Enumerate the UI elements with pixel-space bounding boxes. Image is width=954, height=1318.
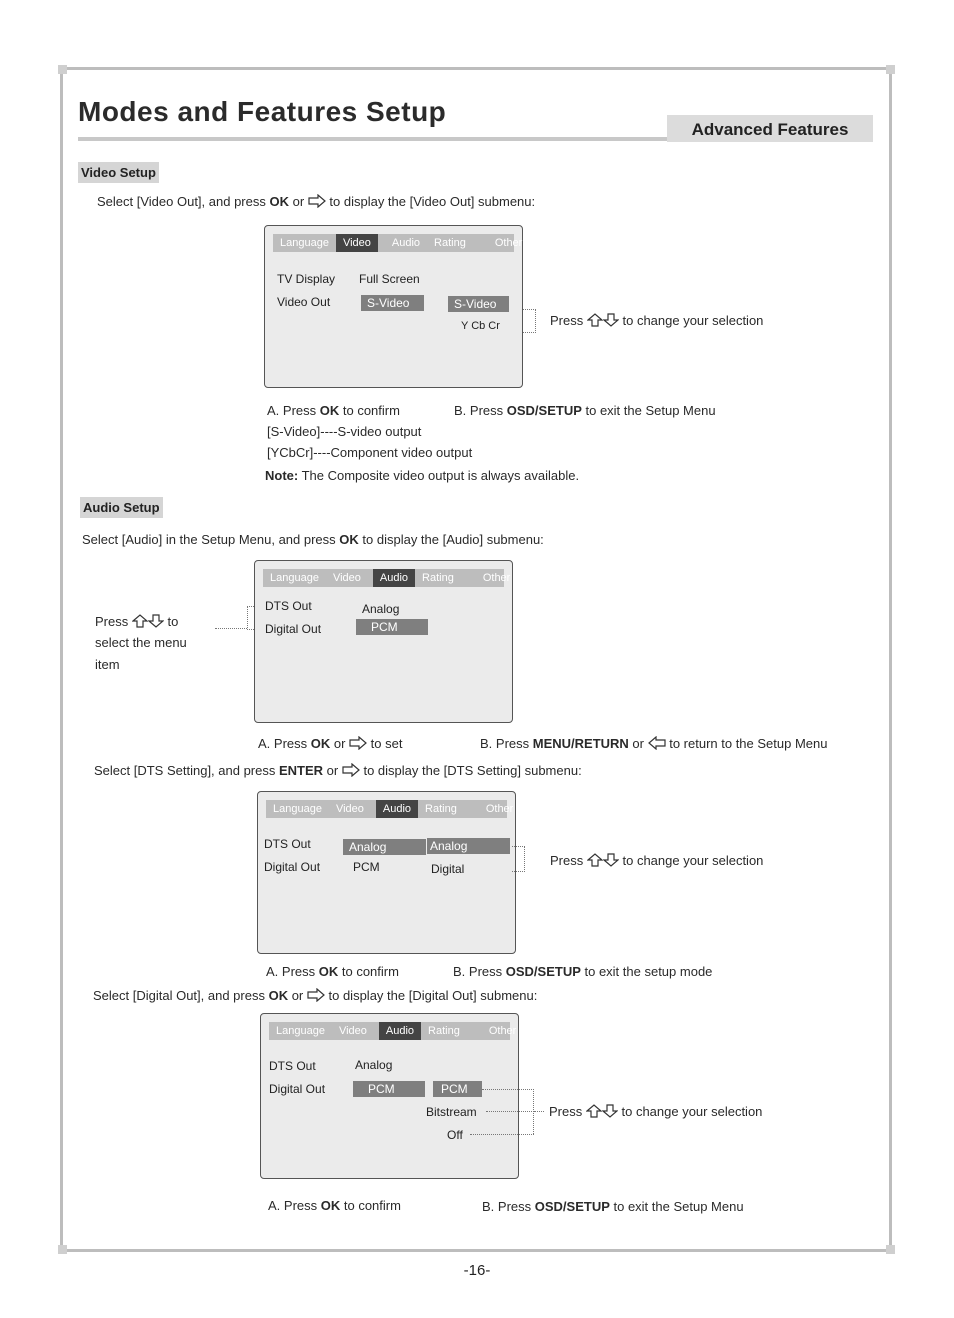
video-intro: Select [Video Out], and press OK or to display the [Video Out] submenu: xyxy=(97,194,536,209)
menu-value-digital-out: PCM xyxy=(356,619,428,635)
svideo-description: [S-Video]----S-video output xyxy=(267,424,422,439)
digital-out-menu xyxy=(260,1013,519,1179)
tab-audio[interactable]: Audio xyxy=(379,1022,421,1040)
frame-corner-bl xyxy=(58,1245,67,1254)
menu-item-digital-out[interactable]: Digital Out xyxy=(264,860,321,874)
dts-step-b: B. Press OSD/SETUP to exit the setup mode xyxy=(453,964,713,979)
digital-out-change-hint: Press to change your selection xyxy=(549,1104,763,1119)
pointer-line xyxy=(215,628,247,629)
digital-out-step-a: A. Press OK to confirm xyxy=(268,1198,401,1213)
pointer-line xyxy=(482,1089,534,1090)
menu-tab-bar xyxy=(273,234,523,252)
dts-change-hint: Press to change your selection xyxy=(550,853,764,868)
video-setup-heading: Video Setup xyxy=(78,162,159,183)
submenu-option-ycbcr[interactable]: Y Cb Cr xyxy=(461,320,500,332)
selection-bracket xyxy=(523,309,536,333)
up-arrow-icon xyxy=(586,1104,602,1118)
page-title: Modes and Features Setup xyxy=(78,96,447,127)
tab-audio[interactable]: Audio xyxy=(376,800,418,818)
tab-video[interactable]: Video xyxy=(332,572,361,584)
right-arrow-icon xyxy=(308,194,326,208)
tab-language[interactable]: Language xyxy=(276,1025,325,1037)
tab-rating[interactable]: Rating xyxy=(422,572,454,584)
tab-other[interactable]: Other xyxy=(482,572,511,584)
tab-rating[interactable]: Rating xyxy=(428,1025,460,1037)
menu-value-digital-out: PCM xyxy=(353,860,380,874)
pointer-line xyxy=(534,1111,544,1112)
digital-out-intro: Select [Digital Out], and press OK or to display the [Digital Out] submenu: xyxy=(93,988,538,1003)
tab-rating[interactable]: Rating xyxy=(434,237,466,249)
audio-side-hint-line1: Press to xyxy=(95,614,179,629)
left-arrow-icon xyxy=(648,736,666,750)
tab-other[interactable]: Other xyxy=(494,237,523,249)
menu-item-digital-out[interactable]: Digital Out xyxy=(265,622,322,636)
menu-value-dts-out: Analog xyxy=(362,602,400,616)
menu-tab-bar xyxy=(263,569,511,587)
up-arrow-icon xyxy=(132,614,148,628)
pointer-line xyxy=(470,1134,534,1135)
ycbcr-description: [YCbCr]----Component video output xyxy=(267,445,473,460)
menu-item-dts-out[interactable]: DTS Out xyxy=(269,1059,316,1073)
up-arrow-icon xyxy=(587,313,603,327)
submenu-option-analog[interactable]: Analog xyxy=(427,838,510,854)
audio-menu xyxy=(254,560,513,723)
menu-value-video-out: S-Video xyxy=(361,295,424,311)
frame-corner-tl xyxy=(58,65,67,74)
submenu-option-bitstream[interactable]: Bitstream xyxy=(426,1105,477,1119)
down-arrow-icon xyxy=(603,853,619,867)
menu-value-digital-out: PCM xyxy=(353,1081,425,1097)
selection-bracket xyxy=(512,846,525,872)
down-arrow-icon xyxy=(602,1104,618,1118)
menu-value-dts-out: Analog xyxy=(343,839,426,855)
menu-item-digital-out[interactable]: Digital Out xyxy=(269,1082,326,1096)
frame-corner-br xyxy=(886,1245,895,1254)
tab-other[interactable]: Other xyxy=(488,1025,517,1037)
audio-setup-heading: Audio Setup xyxy=(80,497,163,518)
menu-tab-bar xyxy=(269,1022,517,1040)
menu-value-tv-display: Full Screen xyxy=(359,272,420,286)
audio-side-hint-line2: select the menu xyxy=(95,635,187,650)
video-step-b: B. Press OSD/SETUP to exit the Setup Menu xyxy=(454,403,716,418)
menu-item-dts-out[interactable]: DTS Out xyxy=(264,837,311,851)
tab-video[interactable]: Video xyxy=(336,234,378,252)
composite-note: Note: The Composite video output is always available. xyxy=(265,468,580,483)
submenu-option-svideo[interactable]: S-Video xyxy=(448,296,509,312)
tab-video[interactable]: Video xyxy=(335,803,364,815)
right-arrow-icon xyxy=(349,736,367,750)
audio-step-a: A. Press OK or to set xyxy=(258,736,403,751)
right-arrow-icon xyxy=(342,763,360,777)
tab-other[interactable]: Other xyxy=(485,803,514,815)
frame-corner-tr xyxy=(886,65,895,74)
video-change-hint: Press to change your selection xyxy=(550,313,764,328)
right-arrow-icon xyxy=(307,988,325,1002)
audio-intro: Select [Audio] in the Setup Menu, and press OK to display the [Audio] submenu: xyxy=(82,532,544,547)
audio-step-b: B. Press MENU/RETURN or to return to the Setup Menu xyxy=(480,736,828,751)
dts-setting-menu xyxy=(257,791,516,954)
video-out-menu xyxy=(264,225,523,388)
title-underline xyxy=(78,137,668,141)
submenu-option-digital[interactable]: Digital xyxy=(431,862,465,876)
menu-item-dts-out[interactable]: DTS Out xyxy=(265,599,312,613)
tab-rating[interactable]: Rating xyxy=(425,803,457,815)
dts-intro: Select [DTS Setting], and press ENTER or to display the [DTS Setting] submenu: xyxy=(94,763,582,778)
menu-tab-bar xyxy=(266,800,514,818)
menu-value-dts-out: Analog xyxy=(355,1058,393,1072)
audio-side-hint-line3: item xyxy=(95,657,120,672)
submenu-option-off[interactable]: Off xyxy=(447,1128,463,1142)
section-badge: Advanced Features xyxy=(667,115,873,142)
tab-audio[interactable]: Audio xyxy=(391,237,421,249)
menu-item-tv-display[interactable]: TV Display xyxy=(277,272,336,286)
page-number: -16- xyxy=(463,1262,491,1279)
down-arrow-icon xyxy=(603,313,619,327)
tab-language[interactable]: Language xyxy=(273,803,322,815)
tab-language[interactable]: Language xyxy=(270,572,319,584)
dts-step-a: A. Press OK to confirm xyxy=(266,964,399,979)
submenu-option-pcm[interactable]: PCM xyxy=(433,1081,482,1097)
tab-video[interactable]: Video xyxy=(338,1025,367,1037)
digital-out-step-b: B. Press OSD/SETUP to exit the Setup Menu xyxy=(482,1199,744,1214)
pointer-line xyxy=(486,1111,534,1112)
up-arrow-icon xyxy=(587,853,603,867)
menu-item-video-out[interactable]: Video Out xyxy=(277,295,331,309)
tab-audio[interactable]: Audio xyxy=(373,569,415,587)
tab-language[interactable]: Language xyxy=(280,237,329,249)
down-arrow-icon xyxy=(148,614,164,628)
video-step-a: A. Press OK to confirm xyxy=(267,403,400,418)
